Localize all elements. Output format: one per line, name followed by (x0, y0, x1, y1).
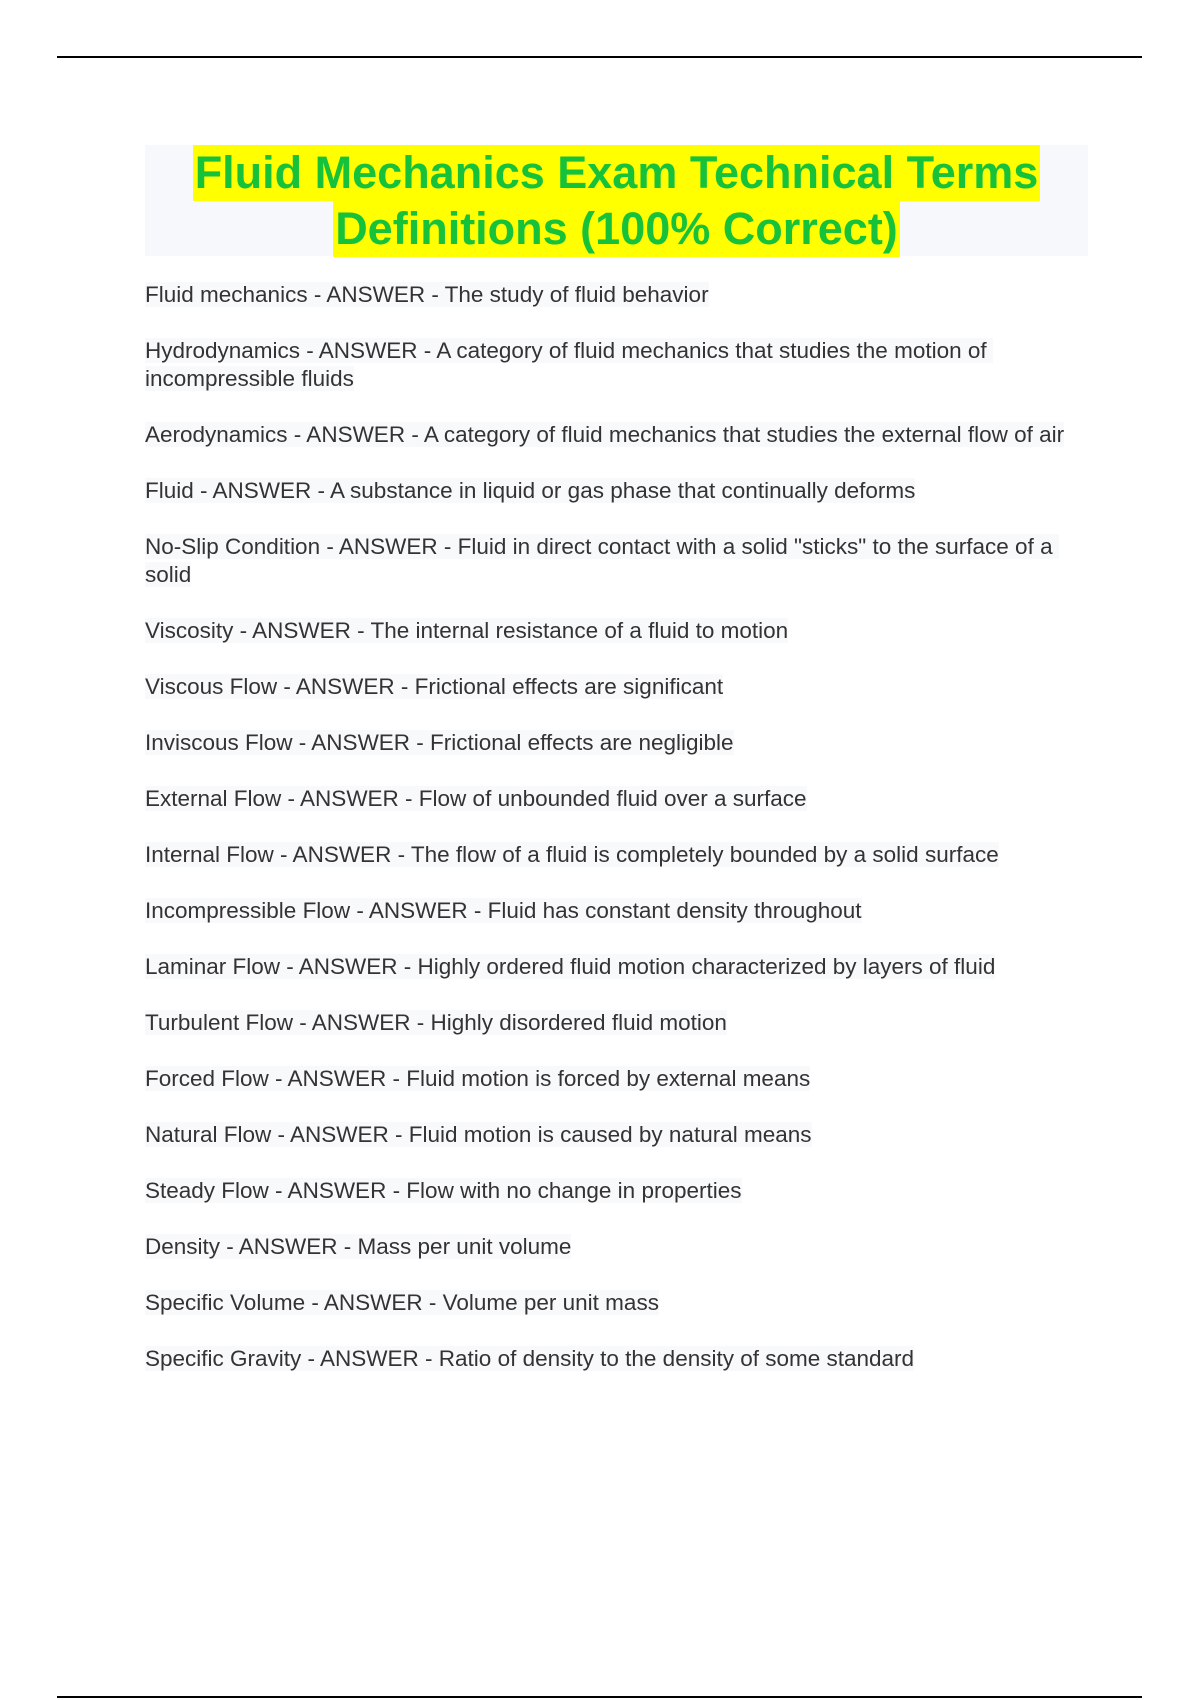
definition-item: Inviscous Flow - ANSWER - Frictional effects are negligible (145, 730, 734, 755)
definition-item: Laminar Flow - ANSWER - Highly ordered fluid motion characterized by layers of fluid (145, 954, 996, 979)
definition-item: Fluid mechanics - ANSWER - The study of fluid behavior (145, 282, 709, 307)
definition-item: External Flow - ANSWER - Flow of unbounded fluid over a surface (145, 786, 807, 811)
definitions-list (145, 281, 1085, 1401)
title-line-1: Fluid Mechanics Exam Technical Terms (193, 145, 1041, 201)
definition-item: Hydrodynamics - ANSWER - A category of fluid mechanics that studies the motion of incompressible fluids (145, 338, 993, 391)
definition-item: No-Slip Condition - ANSWER - Fluid in direct contact with a solid "sticks" to the surface of a solid (145, 534, 1059, 587)
definition-item: Natural Flow - ANSWER - Fluid motion is caused by natural means (145, 1122, 812, 1147)
definition-item: Viscosity - ANSWER - The internal resistance of a fluid to motion (145, 618, 789, 643)
definition-item: Aerodynamics - ANSWER - A category of fluid mechanics that studies the external flow of air (145, 422, 1065, 447)
definition-item: Specific Gravity - ANSWER - Ratio of density to the density of some standard (145, 1346, 915, 1371)
definition-item: Viscous Flow - ANSWER - Frictional effects are significant (145, 674, 724, 699)
top-rule (57, 56, 1142, 58)
definition-item: Specific Volume - ANSWER - Volume per unit mass (145, 1290, 659, 1315)
bottom-rule (57, 1696, 1142, 1698)
definition-item: Density - ANSWER - Mass per unit volume (145, 1234, 572, 1259)
definition-item: Turbulent Flow - ANSWER - Highly disordered fluid motion (145, 1010, 727, 1035)
definition-item: Internal Flow - ANSWER - The flow of a fluid is completely bounded by a solid surface (145, 842, 999, 867)
title-line-2: Definitions (100% Correct) (333, 201, 900, 257)
definition-item: Forced Flow - ANSWER - Fluid motion is forced by external means (145, 1066, 811, 1091)
definition-item: Fluid - ANSWER - A substance in liquid or gas phase that continually deforms (145, 478, 916, 503)
definition-item: Incompressible Flow - ANSWER - Fluid has constant density throughout (145, 898, 862, 923)
document-title (145, 145, 1088, 256)
definition-item: Steady Flow - ANSWER - Flow with no change in properties (145, 1178, 742, 1203)
